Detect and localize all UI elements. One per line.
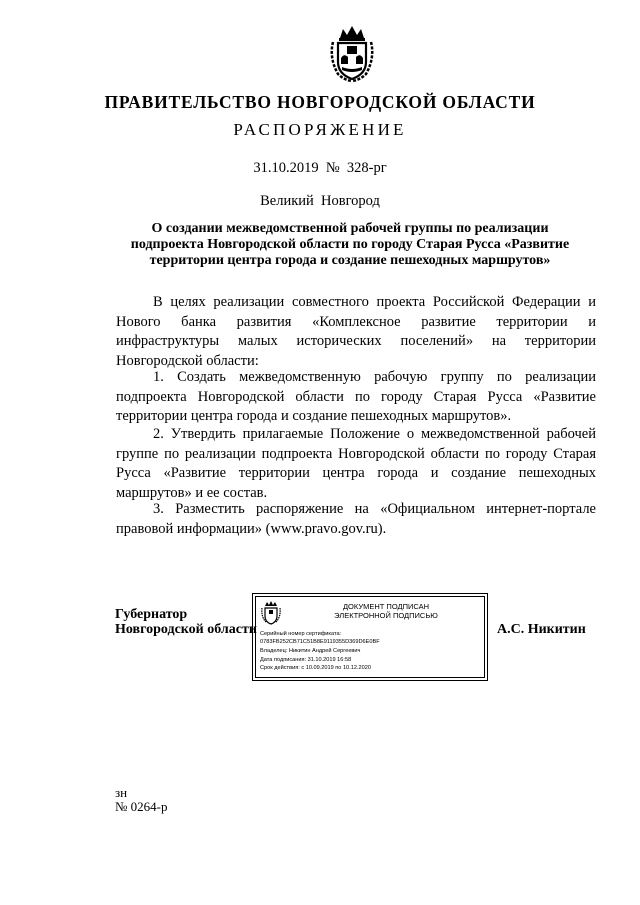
signatory-role-line: Губернатор — [115, 607, 188, 622]
subject-line: территории центра города и создание пешеходных маршрутов» — [149, 253, 551, 268]
body-paragraph-preamble: В целях реализации совместного проекта Российской Федерации и Нового банка развития «Комплексное развитие территории и инфраструктуры малых исторических поселений» на территории Новгородской области: — [116, 294, 596, 369]
stamp-validity: Срок действия: с 10.09.2019 по 10.12.2020 — [260, 665, 371, 671]
electronic-signature-stamp — [252, 593, 488, 681]
coat-of-arms-emblem — [326, 24, 378, 82]
body-paragraph-item-2: 2. Утвердить прилагаемые Положение о межведомственной рабочей группе по реализации подпроекта Новгородской области по городу Старая Русса «Развитие территории центра города и создание пешеходных маршрутов» и ее состав. — [116, 426, 596, 501]
document-subject — [110, 221, 590, 269]
stamp-signed-date: Дата подписания: 31.10.2019 16:58 — [260, 657, 352, 663]
document-date-number: 31.10.2019 № 328-рг — [253, 160, 387, 176]
stamp-emblem-icon — [260, 600, 282, 626]
document-city: Великий Новгород — [260, 193, 380, 209]
subject-line: О создании межведомственной рабочей группы по реализации — [151, 221, 549, 236]
signatory-role — [115, 607, 257, 637]
body-paragraph-item-1: 1. Создать межведомственную рабочую группу по реализации подпроекта Новгородской области по городу Старая Русса «Развитие территории центра города и создание пешеходных маршрутов». — [116, 369, 596, 424]
stamp-heading — [286, 602, 486, 620]
stamp-cert-label: Серийный номер сертификата: — [260, 631, 342, 637]
document-type: РАСПОРЯЖЕНИЕ — [233, 120, 407, 139]
registration-number: № 0264-р — [115, 799, 168, 814]
organization-title: ПРАВИТЕЛЬСТВО НОВГОРОДСКОЙ ОБЛАСТИ — [104, 92, 536, 112]
stamp-owner: Владелец: Никитин Андрей Сергеевич — [260, 648, 361, 654]
signatory-name: А.С. Никитин — [497, 622, 586, 637]
body-paragraph-item-3: 3. Разместить распоряжение на «Официальном интернет-портале правовой информации» (www.pravo.gov.ru). — [116, 501, 596, 537]
subject-line: подпроекта Новгородской области по городу Старая Русса «Развитие — [130, 237, 570, 252]
signatory-role-line: Новгородской области — [115, 622, 257, 637]
stamp-cert-number: 0783FB252CB71C51B8E9119355D369D6E0BF — [260, 639, 380, 645]
executor-initials: зн — [115, 785, 128, 800]
document-footer — [115, 786, 167, 814]
stamp-frame — [255, 596, 485, 678]
stamp-heading-line: ЭЛЕКТРОННОЙ ПОДПИСЬЮ — [334, 611, 438, 620]
stamp-heading-line: ДОКУМЕНТ ПОДПИСАН — [342, 602, 430, 611]
